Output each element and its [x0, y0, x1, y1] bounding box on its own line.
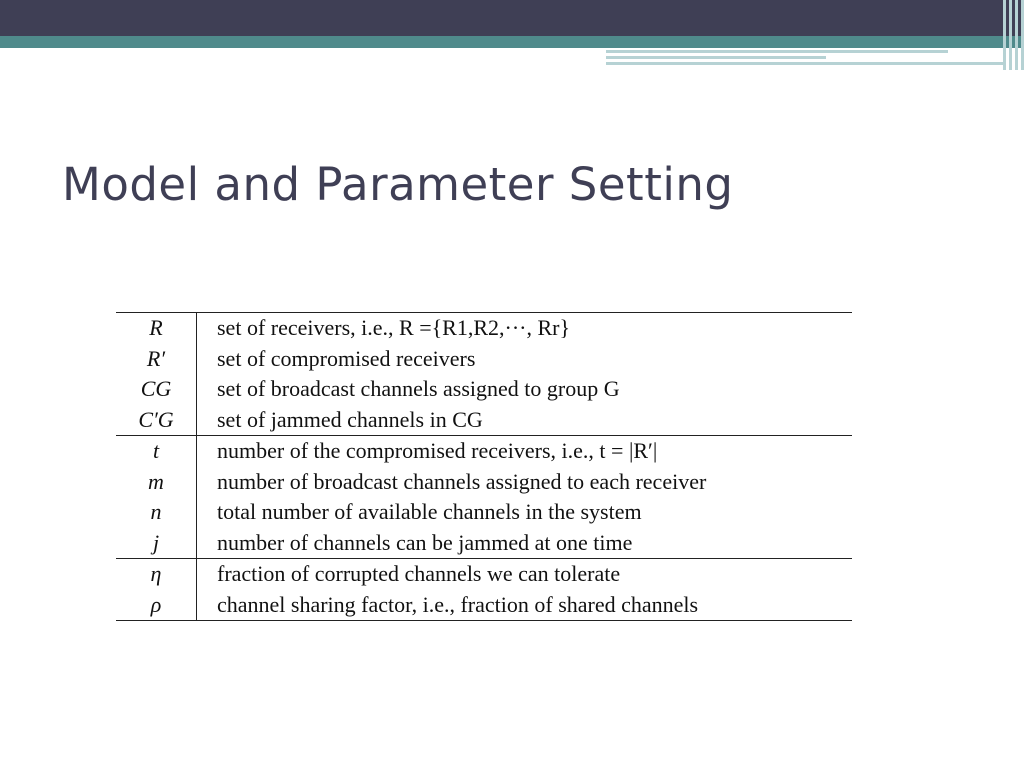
- table-row: [116, 497, 852, 528]
- table-row: [116, 374, 852, 405]
- header-bar-teal: [0, 36, 1024, 48]
- description-cell: set of jammed channels in CG: [217, 406, 483, 432]
- parameter-group-sets: [116, 313, 852, 436]
- description-cell: set of compromised receivers: [217, 345, 476, 371]
- symbol-cell: ρ: [116, 590, 197, 621]
- description-cell: fraction of corrupted channels we can tolerate: [217, 561, 621, 586]
- symbol-cell: R′: [116, 344, 197, 375]
- parameter-group-fractions: [116, 559, 852, 621]
- parameter-group-counts: [116, 436, 852, 559]
- header-accent-line-1: [606, 50, 948, 53]
- description-cell: number of broadcast channels assigned to each receiver: [217, 468, 707, 494]
- header-accent-line-3: [606, 62, 1006, 65]
- symbol-cell: t: [116, 436, 197, 467]
- description-cell: total number of available channels in the system: [217, 499, 642, 524]
- header-right-stripes: [998, 0, 1024, 70]
- table-row: [116, 313, 852, 344]
- symbol-cell: R: [116, 313, 197, 344]
- table-row: [116, 590, 852, 621]
- symbol-cell: CG: [116, 374, 197, 405]
- slide-title: Model and Parameter Setting: [62, 158, 734, 211]
- table-row: [116, 405, 852, 436]
- header-accent-line-2: [606, 56, 826, 59]
- description-cell: number of the compromised receivers, i.e., t = |R′|: [217, 438, 658, 463]
- table-row: [116, 559, 852, 590]
- table-row: [116, 436, 852, 467]
- header-bar-dark: [0, 0, 1024, 36]
- description-cell: set of broadcast channels assigned to group G: [217, 376, 620, 401]
- parameter-table: [116, 312, 852, 621]
- table-row: [116, 528, 852, 559]
- symbol-cell: m: [116, 467, 197, 498]
- description-cell: number of channels can be jammed at one time: [217, 529, 633, 555]
- symbol-cell: j: [116, 528, 197, 559]
- symbol-cell: C′G: [116, 405, 197, 436]
- description-cell: channel sharing factor, i.e., fraction of shared channels: [217, 591, 699, 617]
- table-row: [116, 467, 852, 498]
- description-cell: set of receivers, i.e., R ={R1,R2,···, Rr}: [217, 315, 571, 340]
- symbol-cell: n: [116, 497, 197, 528]
- table-row: [116, 344, 852, 375]
- symbol-cell: η: [116, 559, 197, 590]
